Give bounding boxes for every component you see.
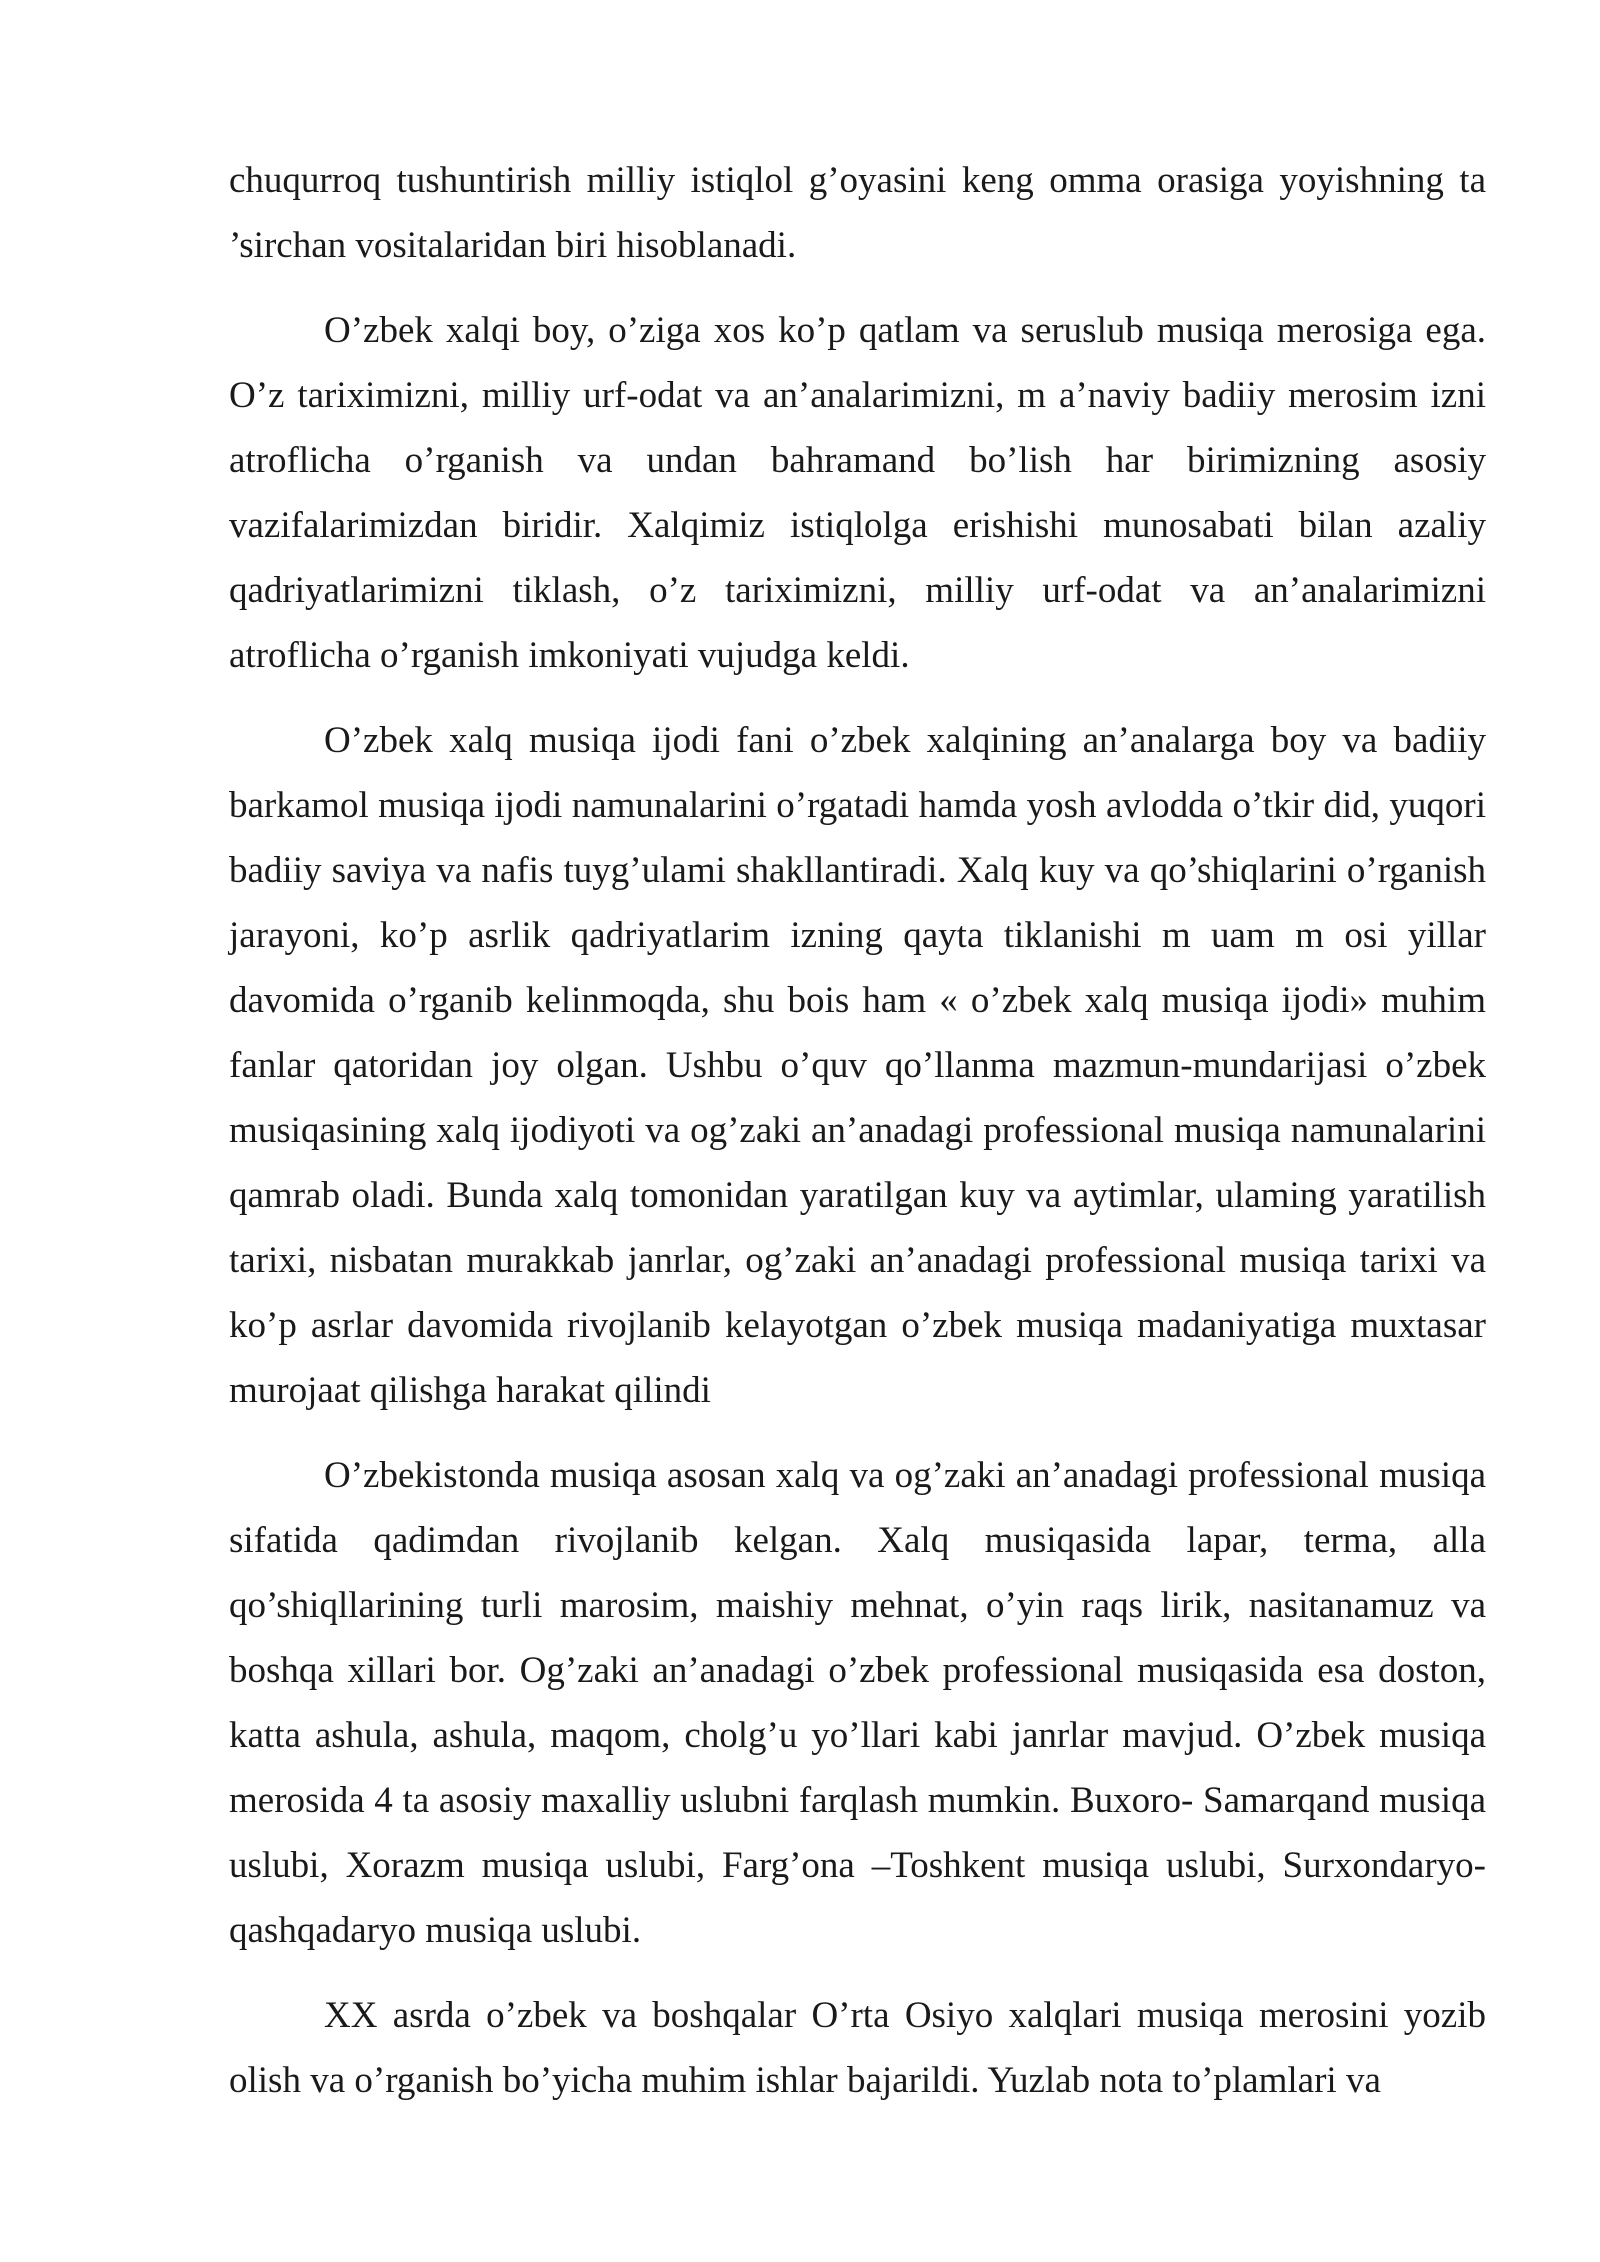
paragraph-2: O’zbek xalqi boy, o’ziga xos ko’p qatlam va seruslub musiqa merosiga ega. O’z tariximizni, milliy urf-odat va an’analarimizni, m a’naviy badiiy merosim izni atroflicha o’rganish va undan bahramand bo’lish har birimizning asosiy vazifalarimizdan biridir. Xalqimiz istiqlolga erishishi munosabati bilan azaliy qadriyatlarimizni tiklash, o’z tariximizni, milliy urf-odat va an’analarimizni atroflicha o’rganish imkoniyati vujudga keldi. bbox=[229, 310, 1486, 676]
paragraph-5: XX asrda o’zbek va boshqalar O’rta Osiyo xalqlari musiqa merosini yozib olish va o’rganish bo’yicha muhim ishlar bajarildi. Yuzlab nota to’plamlari va bbox=[229, 1995, 1486, 2101]
paragraph-1: chuqurroq tushuntirish milliy istiqlol g’oyasini keng omma orasiga yoyishning ta ’sirchan vositalaridan biri hisoblanadi. bbox=[229, 160, 1486, 266]
document-body bbox=[229, 148, 1486, 2133]
paragraph-3: O’zbek xalq musiqa ijodi fani o’zbek xalqining an’analarga boy va badiiy barkamol musiqa ijodi namunalarini o’rgatadi hamda yosh avlodda o’tkir did, yuqori badiiy saviya va nafis tuyg’ulami shakllantiradi. Xalq kuy va qo’shiqlarini o’rganish jarayoni, ko’p asrlik qadriyatlarim izning qayta tiklanishi m uam m osi yillar davomida o’rganib kelinmoqda, shu bois ham « o’zbek xalq musiqa ijodi» muhim fanlar qatoridan joy olgan. Ushbu o’quv qo’llanma mazmun-mundarijasi o’zbek musiqasining xalq ijodiyoti va og’zaki an’anadagi professional musiqa namunalarini qamrab oladi. Bunda xalq tomonidan yaratilgan kuy va aytimlar, ulaming yaratilish tarixi, nisbatan murakkab janrlar, og’zaki an’anadagi professional musiqa tarixi va ko’p asrlar davomida rivojlanib kelayotgan o’zbek musiqa madaniyatiga muxtasar murojaat qilishga harakat qilindi bbox=[229, 720, 1486, 1411]
paragraph-4: O’zbekistonda musiqa asosan xalq va og’zaki an’anadagi professional musiqa sifatida qadimdan rivojlanib kelgan. Xalq musiqasida lapar, terma, alla qo’shiqllarining turli marosim, maishiy mehnat, o’yin raqs lirik, nasitanamuz va boshqa xillari bor. Og’zaki an’anadagi o’zbek professional musiqasida esa doston, katta ashula, ashula, maqom, cholg’u yo’llari kabi janrlar mavjud. O’zbek musiqa merosida 4 ta asosiy maxalliy uslubni farqlash mumkin. Buxoro- Samarqand musiqa uslubi, Xorazm musiqa uslubi, Farg’ona –Toshkent musiqa uslubi, Surxondaryo-qashqadaryo musiqa uslubi. bbox=[229, 1455, 1486, 1951]
